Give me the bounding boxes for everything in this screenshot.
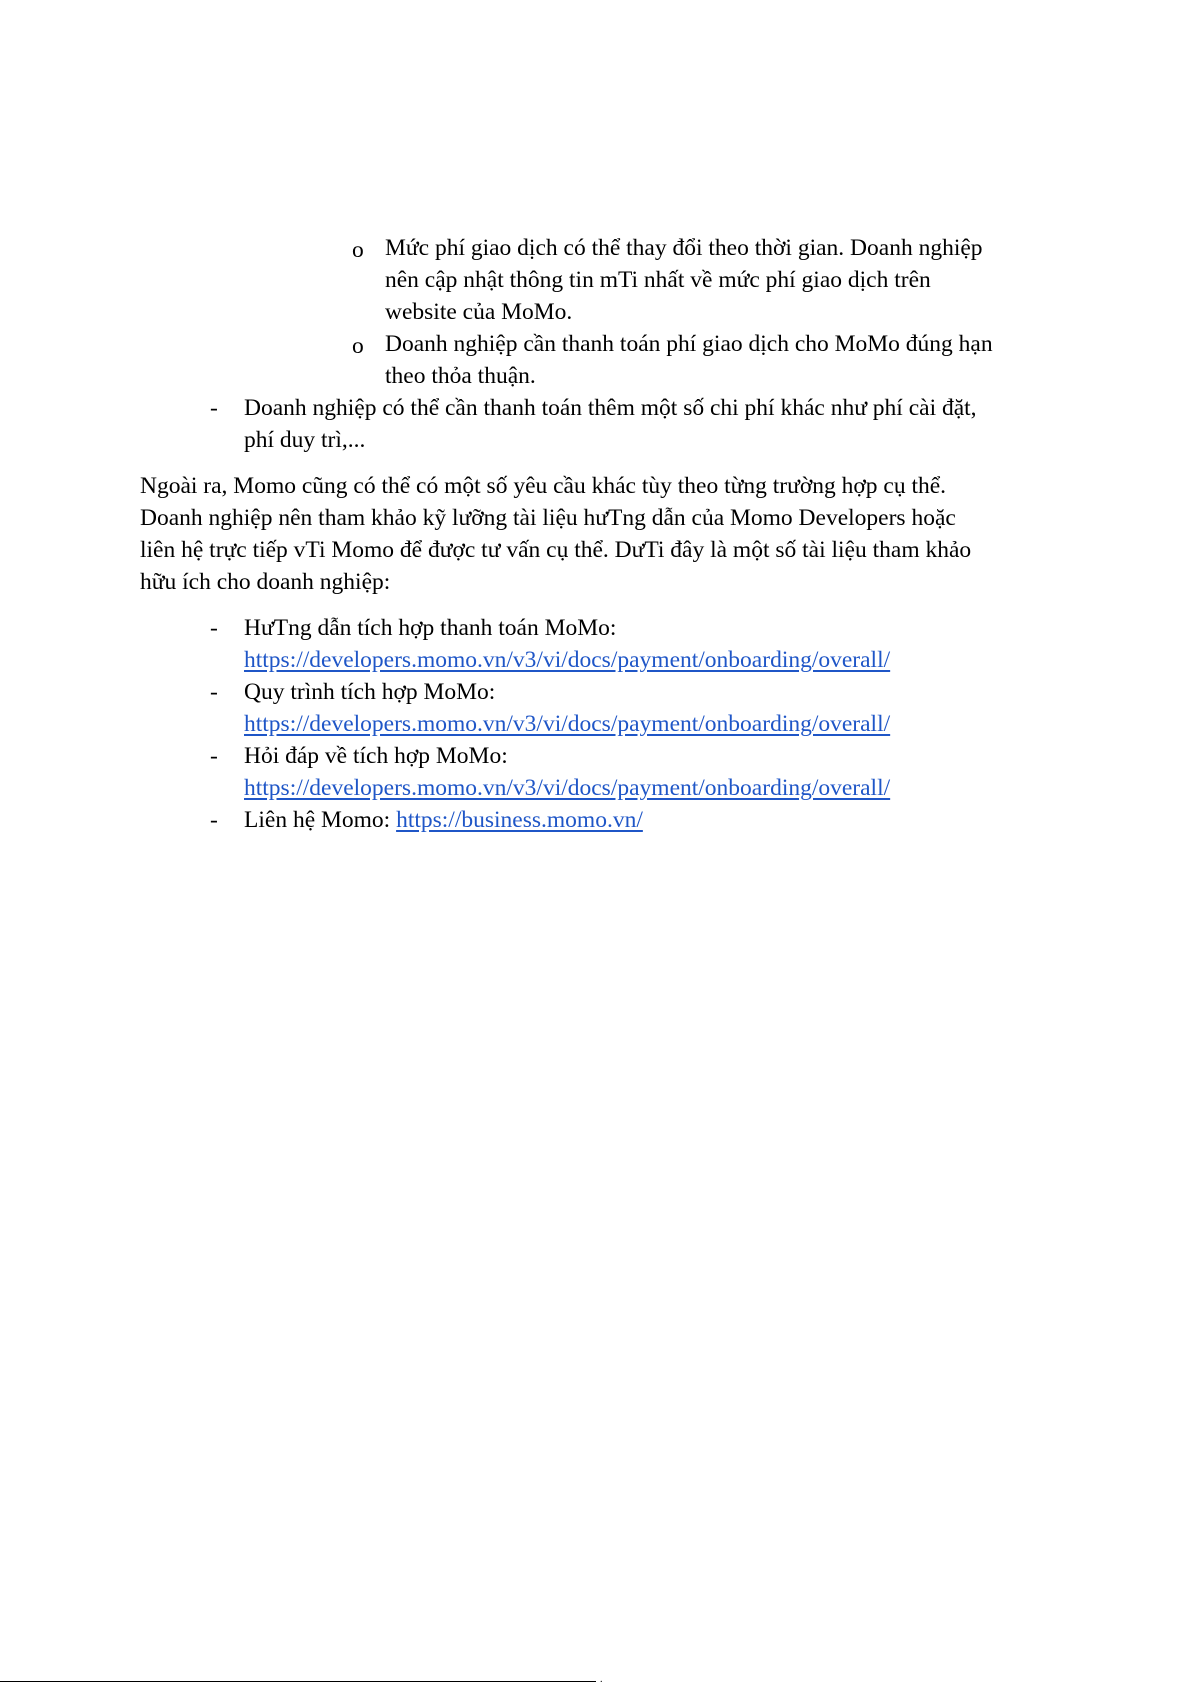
dash-marker: -: [210, 395, 218, 421]
sub-bullet-1-line-1: Mức phí giao dịch có thể thay đổi theo thời gian. Doanh nghiệp: [385, 235, 983, 261]
resource-2-line-2: [244, 708, 890, 740]
sub-bullet-1-line-2: nên cập nhật thông tin mTi nhất về mức phí giao dịch trên: [385, 267, 931, 293]
paragraph-line-1: Ngoài ra, Momo cũng có thể có một số yêu cầu khác tùy theo từng trường hợp cụ thể.: [140, 473, 947, 499]
footer-rule: [0, 1681, 596, 1682]
paragraph-line-3: liên hệ trực tiếp vTi Momo để được tư vấn cụ thể. DưTi đây là một số tài liệu tham khảo: [140, 537, 972, 563]
sub-bullet-2-line-2: theo thỏa thuận.: [385, 363, 536, 389]
footer-mark: .: [600, 1674, 603, 1685]
resource-1-label: HưTng dẫn tích hợp thanh toán MoMo:: [244, 615, 617, 641]
resource-2-link[interactable]: https://developers.momo.vn/v3/vi/docs/payment/onboarding/overall/: [244, 711, 891, 737]
sub-bullet-2-line-1: Doanh nghiệp cần thanh toán phí giao dịch cho MoMo đúng hạn: [385, 331, 993, 357]
sub-bullet-1-line-3: website của MoMo.: [385, 299, 573, 325]
paragraph-line-2: Doanh nghiệp nên tham khảo kỹ lưỡng tài liệu hưTng dẫn của Momo Developers hoặc: [140, 505, 956, 531]
dash-marker: -: [210, 743, 218, 769]
dash-marker: -: [210, 615, 218, 641]
sub-bullet-marker: o: [352, 237, 364, 263]
resource-3-link[interactable]: https://developers.momo.vn/v3/vi/docs/payment/onboarding/overall/: [244, 775, 891, 801]
dash-item-fees-line-1: Doanh nghiệp có thể cần thanh toán thêm một số chi phí khác như phí cài đặt,: [244, 395, 977, 421]
resource-1-link[interactable]: https://developers.momo.vn/v3/vi/docs/payment/onboarding/overall/: [244, 647, 891, 673]
dash-item-fees-line-2: phí duy trì,...: [244, 427, 366, 453]
resource-2-label: Quy trình tích hợp MoMo:: [244, 679, 496, 705]
resource-3-label: Hỏi đáp về tích hợp MoMo:: [244, 743, 508, 769]
resource-1-line-2: [244, 644, 890, 676]
resource-4-line: [244, 804, 643, 836]
resource-4-link[interactable]: https://business.momo.vn/: [396, 807, 643, 833]
resource-3-line-2: [244, 772, 890, 804]
sub-bullet-marker: o: [352, 333, 364, 359]
dash-marker: -: [210, 679, 218, 705]
paragraph-line-4: hữu ích cho doanh nghiệp:: [140, 569, 391, 595]
dash-marker: -: [210, 807, 218, 833]
resource-4-label: Liên hệ Momo:: [244, 807, 397, 833]
